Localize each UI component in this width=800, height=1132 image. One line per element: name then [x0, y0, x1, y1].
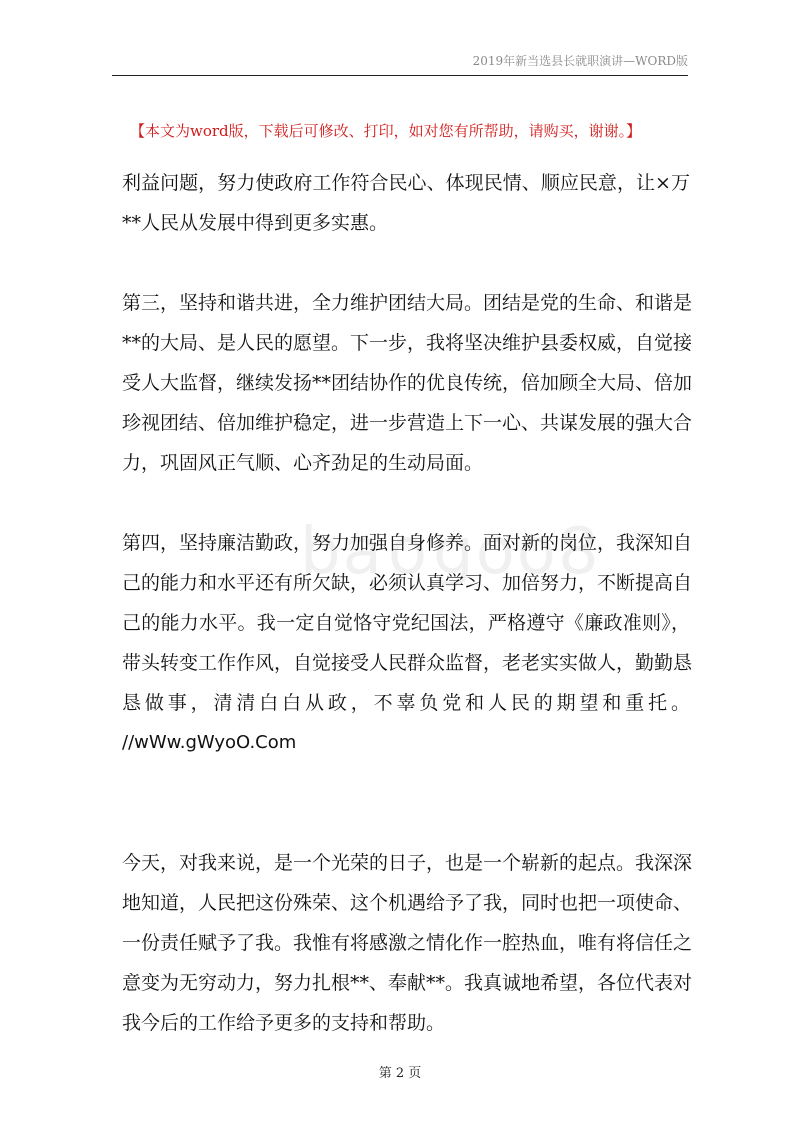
- paragraph-line: 第四，坚持廉洁勤政，努力加强自身修养。面对新的岗位，我深知自: [122, 532, 693, 554]
- page-header-title: 2019年新当选县长就职演讲—WORD版: [472, 54, 688, 68]
- paragraph-line: 意变为无穷动力，努力扎根**、奉献**。我真诚地希望，各位代表对: [122, 972, 693, 994]
- paragraph-line: 带头转变工作作风，自觉接受人民群众监督，老老实实做人，勤勤恳: [122, 652, 693, 674]
- paragraph-line: 第三，坚持和谐共进，全力维护团结大局。团结是党的生命、和谐是: [122, 292, 693, 314]
- paragraph-line: 力，巩固风正气顺、心齐劲足的生动局面。: [122, 452, 484, 474]
- paragraph-line: 己的能力水平。我一定自觉恪守党纪国法，严格遵守《廉政准则》，: [122, 612, 690, 634]
- paragraph-line: 地知道，人民把这份殊荣、这个机遇给予了我，同时也把一项使命、: [122, 892, 693, 914]
- paragraph-url-line: //wWw.gWyoO.Com: [122, 732, 297, 753]
- paragraph-line: 己的能力和水平还有所欠缺，必须认真学习、加倍努力，不断提高自: [122, 572, 693, 594]
- download-notice: 【本文为word版，下载后可修改、打印，如对您有所帮助，请购买，谢谢。】: [130, 122, 642, 140]
- paragraph-line: **的大局、是人民的愿望。下一步，我将坚决维护县委权威，自觉接: [122, 332, 693, 354]
- paragraph-line: 恳做事，清清白白从政，不辜负党和人民的期望和重托。: [122, 692, 690, 714]
- paragraph-line: 利益问题，努力使政府工作符合民心、体现民情、顺应民意，让×万: [122, 172, 690, 194]
- paragraph-line: 今天，对我来说，是一个光荣的日子，也是一个崭新的起点。我深深: [122, 852, 693, 874]
- paragraph-line: 一份责任赋予了我。我惟有将感激之情化作一腔热血，唯有将信任之: [122, 932, 693, 954]
- paragraph-line: 珍视团结、倍加维护稳定，进一步营造上下一心、共谋发展的强大合: [122, 412, 693, 434]
- header-divider: [112, 75, 688, 76]
- paragraph-line: 我今后的工作给予更多的支持和帮助。: [122, 1012, 446, 1034]
- paragraph-line: 受人大监督，继续发扬**团结协作的优良传统，倍加顾全大局、倍加: [122, 372, 693, 394]
- paragraph-line: **人民从发展中得到更多实惠。: [122, 212, 389, 234]
- watermark-logo: baogoo8: [300, 515, 601, 589]
- page-number: 第 2 页: [378, 1066, 422, 1081]
